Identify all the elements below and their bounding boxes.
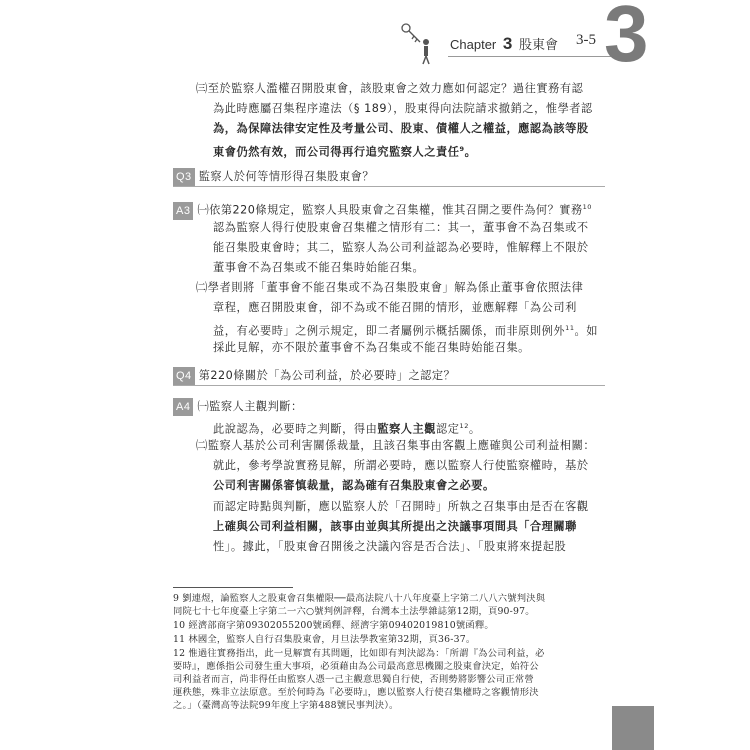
footnote-line: 11 林國全，監察人自行召集股東會，月旦法學教室第32期，頁36-37。	[173, 634, 476, 645]
page-number: 3-5	[576, 32, 596, 48]
answer-label: A4	[173, 398, 193, 416]
question-row	[173, 367, 605, 386]
question-label: Q3	[173, 168, 195, 186]
answer-row	[173, 398, 303, 416]
paragraph-line: 而認定時點與判斷，應以監察人於「召開時」所執之召集事由是否在客觀	[213, 500, 589, 513]
question-label: Q4	[173, 367, 195, 385]
question-row	[173, 168, 605, 187]
paragraph-line: 益，有必要時」之例示規定，即二者屬例示概括關係，而非原則例外$^{11}$。如	[213, 324, 598, 338]
footnote-line: 10 經濟部商字第09302055200號函釋、經濟字第09402019810號函釋。	[173, 620, 494, 631]
chapter-number: 3	[502, 34, 513, 53]
paragraph-line: 上確與公司利益相關，該事由並與其所提出之決議事項間具「合理關聯	[213, 520, 577, 533]
paragraph-line: 東會仍然有效，而公司得再行追究監察人之責任$^9$。	[213, 145, 477, 159]
footnote-mark: 9	[459, 145, 465, 153]
paragraph-line: 為，為保障法律安定性及考量公司、股東、債權人之權益，應認為該等股	[213, 122, 589, 135]
question-text: 第220條關於「為公司利益，於必要時」之認定？	[198, 369, 456, 382]
footnote-line: 同院七十七年度臺上字第二一六○號判例評釋，台灣本土法學雜誌第12期，頁90-97。	[173, 606, 535, 617]
answer-row	[173, 199, 592, 220]
paragraph-line: 能召集股東會時；其二，監察人為公司利益認為必要時，惟解釋上不限於	[213, 241, 589, 254]
paragraph-line: 採此見解，亦不限於董事會不為召集或不能召集時始能召集。	[213, 341, 530, 354]
paragraph-line: ㈠監察人主觀判斷：	[197, 400, 303, 413]
paragraph-line: 就此，參考學說實務見解，所謂必要時，應以監察人行使監察權時，基於	[213, 459, 589, 472]
answer-label: A3	[173, 202, 193, 220]
paragraph-line: ㈡學者則將「董事會不能召集或不為召集股東會」解為係止董事會依照法律	[196, 281, 584, 294]
paragraph-line: 為此時應屬召集程序違法（§ 189），股東得向法院請求撤銷之，惟學者認	[213, 102, 593, 115]
magnifier-key-icon	[396, 20, 438, 66]
paragraph-line: ㈠依第220條規定，監察人具股東會之召集權，惟其召開之要件為何？實務	[197, 203, 583, 217]
chapter-big-digit: 3	[604, 0, 649, 78]
paragraph-line: 公司利害關係審慎裁量，認為確有召集股東會之必要。	[213, 479, 495, 492]
footnote-rule	[173, 587, 293, 588]
paragraph-line: ㈢至於監察人濫權召開股東會，該股東會之效力應如何認定？過往實務有認	[196, 82, 584, 95]
paragraph-line: 章程，應召開股東會，卻不為或不能召開的情形，並應解釋「為公司利	[213, 301, 577, 314]
page-edge-tab	[612, 706, 654, 750]
chapter-word: Chapter	[450, 37, 497, 52]
paragraph-line: 性」。據此，「股東會召開後之決議內容是否合法」、「股東將來提起股	[213, 540, 567, 553]
paragraph-line: 認為監察人得行使股東會召集權之情形有二：其一，董事會不為召集或不	[213, 221, 589, 234]
footnote-line: 司利益者而言，尚非得任由監察人憑一己主觀意思獨自行使，否則勢將影響公司正常營	[173, 674, 534, 685]
footnote-line: 12 惟過往實務指出，此一見解實有其問題，比如即有判決認為：「所謂『為公司利益，必	[173, 648, 545, 659]
footnote-line: 9 劉連煜，論監察人之股東會召集權限──最高法院八十八年度臺上字第二八八六號判決與	[173, 593, 546, 604]
footnote-mark: 11	[565, 324, 575, 332]
paragraph-line: ㈡監察人基於公司利害關係裁量，且該召集事由客觀上應確與公司利益相關：	[196, 439, 596, 452]
header-rule	[448, 56, 622, 57]
question-text: 監察人於何等情形得召集股東會？	[198, 170, 375, 183]
chapter-title: 股東會	[518, 37, 558, 52]
paragraph-line: 董事會不為召集或不能召集時始能召集。	[213, 261, 425, 274]
paragraph-line: 此說認為，必要時之判斷，得由監察人主觀認定$^{12}$。	[213, 422, 481, 436]
chapter-heading	[450, 34, 558, 54]
footnote-mark: 12	[459, 422, 469, 430]
footnote-mark: 10	[582, 203, 592, 211]
footnote-line: 運秩態，殊非立法原意。至於何時為『必要時』，應以監察人行使召集權時之客觀情形決	[173, 687, 539, 698]
footnote-line: 要時』，應係指公司發生重大事項，必須藉由為公司最高意思機關之股東會決定，始符公	[173, 661, 539, 672]
footnote-line: 之。」（臺灣高等法院99年度上字第488號民事判決）。	[173, 700, 399, 711]
